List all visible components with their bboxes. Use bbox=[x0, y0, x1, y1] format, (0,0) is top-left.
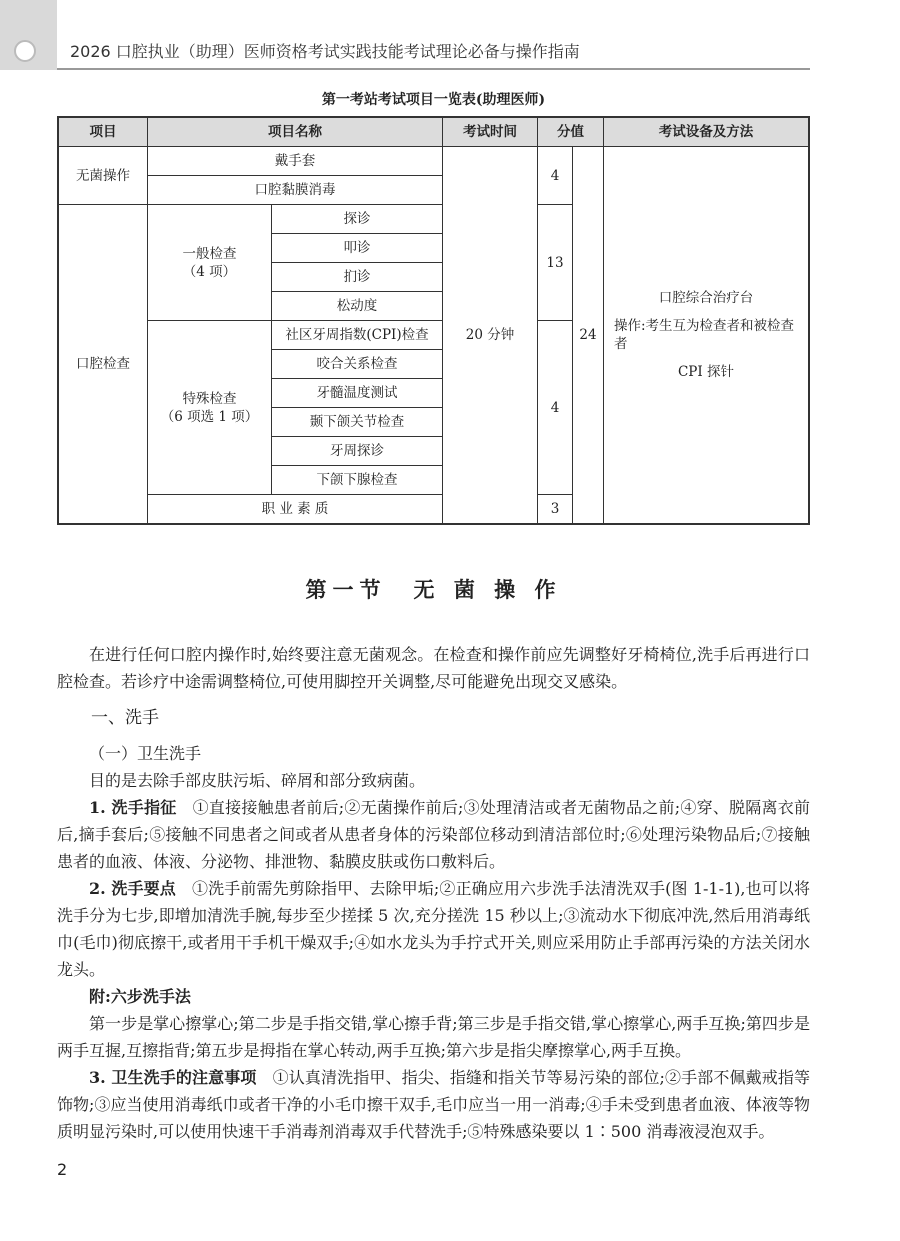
publisher-logo-icon bbox=[14, 40, 36, 62]
group-label: 一般检查 bbox=[182, 245, 237, 262]
col-header: 项目名称 bbox=[148, 117, 443, 147]
item-cell: 牙髓温度测试 bbox=[272, 379, 443, 408]
paragraph bbox=[57, 875, 810, 983]
item-cell: 叩诊 bbox=[272, 234, 443, 263]
paragraph: 第一步是掌心擦掌心;第二步是手指交错,掌心擦手背;第三步是手指交错,掌心擦掌心,两手互换;第四步是两手互握,互擦指背;第五步是拇指在掌心转动,两手互换;第六步是指尖摩擦掌心,两手互换。 bbox=[57, 1014, 810, 1060]
exam-items-table bbox=[57, 116, 810, 525]
item-cell: 牙周探诊 bbox=[272, 437, 443, 466]
appendix-heading bbox=[57, 983, 810, 1010]
score-cell: 13 bbox=[538, 205, 573, 321]
page-number: 2 bbox=[57, 1160, 68, 1179]
group-label: 特殊检查 bbox=[182, 390, 237, 407]
header-divider bbox=[57, 68, 810, 70]
header-corner-band bbox=[0, 0, 57, 70]
heading-1: 一、洗手 bbox=[91, 708, 159, 728]
paragraph: 在进行任何口腔内操作时,始终要注意无菌观念。在检查和操作前应先调整好牙椅椅位,洗手后再进行口腔检查。若诊疗中途需调整椅位,可使用脚控开关调整,尽可能避免出现交叉感染。 bbox=[57, 645, 810, 691]
item-cell: 口腔黏膜消毒 bbox=[148, 176, 443, 205]
group-count: （4 项） bbox=[182, 263, 237, 280]
item-cell: 戴手套 bbox=[148, 147, 443, 176]
item-cell: 颞下颌关节检查 bbox=[272, 408, 443, 437]
paragraph-text: ①洗手前需先剪除指甲、去除甲垢;②正确应用六步洗手法清洗双手(图 1-1-1),也可以将洗手分为七步,即增加清洗手腕,每步至少搓揉 5 次,充分搓洗 15 秒以上;③流动水下彻底冲洗,然后用消毒纸巾(毛巾)彻底擦干,或者用干手机干燥双手;④如水龙头为手拧式开关,则应采用防止手部再污染的方法关闭水龙头。 bbox=[57, 879, 811, 979]
item-cell: 扪诊 bbox=[272, 263, 443, 292]
group-cell bbox=[148, 321, 272, 495]
time-cell: 20 分钟 bbox=[443, 147, 538, 525]
table-caption: 第一考站考试项目一览表(助理医师) bbox=[321, 92, 546, 108]
paragraph bbox=[57, 794, 810, 875]
item-cell: 松动度 bbox=[272, 292, 443, 321]
category-cell: 无菌操作 bbox=[58, 147, 148, 205]
item-cell: 咬合关系检查 bbox=[272, 350, 443, 379]
score-cell: 3 bbox=[538, 495, 573, 525]
total-score-cell: 24 bbox=[573, 147, 604, 525]
paragraph-label: 1. 洗手指征 bbox=[89, 798, 177, 817]
paragraph-label: 3. 卫生洗手的注意事项 bbox=[89, 1068, 257, 1087]
paragraph bbox=[57, 1064, 810, 1145]
paragraph-text: ①直接接触患者前后;②无菌操作前后;③处理清洁或者无菌物品之前;④穿、脱隔离衣前后,摘手套后;⑤接触不同患者之间或者从患者身体的污染部位移动到清洁部位时;⑥处理污染物品后;⑦接触患者的血液、体液、分泌物、排泄物、黏膜皮肤或伤口敷料后。 bbox=[57, 798, 810, 871]
paragraph-label: 2. 洗手要点 bbox=[89, 879, 176, 898]
category-cell: 口腔检查 bbox=[58, 205, 148, 525]
paragraph-text: ①认真清洗指甲、指尖、指缝和指关节等易污染的部位;②手部不佩戴戒指等饰物;③应当使用消毒纸巾或者干净的小毛巾擦干双手,毛巾应当一用一消毒;④手未受到患者血液、体液等物质明显污染时,可以使用快速干手消毒剂消毒双手代替洗手;⑤特殊感染要以 1∶500 消毒液浸泡双手。 bbox=[57, 1068, 810, 1141]
device-cell bbox=[604, 147, 810, 525]
running-header: 2026 口腔执业（助理）医师资格考试实践技能考试理论必备与操作指南 bbox=[70, 42, 580, 61]
item-cell: 探诊 bbox=[272, 205, 443, 234]
item-cell: 下颌下腺检查 bbox=[272, 466, 443, 495]
device-line: 口腔综合治疗台 bbox=[658, 290, 754, 306]
score-cell: 4 bbox=[538, 147, 573, 205]
score-cell: 4 bbox=[538, 321, 573, 495]
section-title: 第一节 无 菌 操 作 bbox=[305, 577, 562, 602]
paragraph: 目的是去除手部皮肤污垢、碎屑和部分致病菌。 bbox=[89, 771, 426, 790]
group-count: （6 项选 1 项） bbox=[160, 408, 259, 425]
appendix-label: 附:六步洗手法 bbox=[89, 987, 191, 1006]
col-header: 考试时间 bbox=[443, 117, 538, 147]
col-header: 项目 bbox=[58, 117, 148, 147]
item-cell: 职 业 素 质 bbox=[148, 495, 443, 525]
item-cell: 社区牙周指数(CPI)检查 bbox=[272, 321, 443, 350]
col-header: 考试设备及方法 bbox=[604, 117, 810, 147]
col-header: 分值 bbox=[538, 117, 604, 147]
heading-2: （一）卫生洗手 bbox=[89, 744, 202, 763]
body-text bbox=[57, 641, 810, 1145]
device-line: CPI 探针 bbox=[677, 364, 735, 380]
group-cell bbox=[148, 205, 272, 321]
device-line: 操作:考生互为检查者和被检查者 bbox=[614, 318, 795, 352]
